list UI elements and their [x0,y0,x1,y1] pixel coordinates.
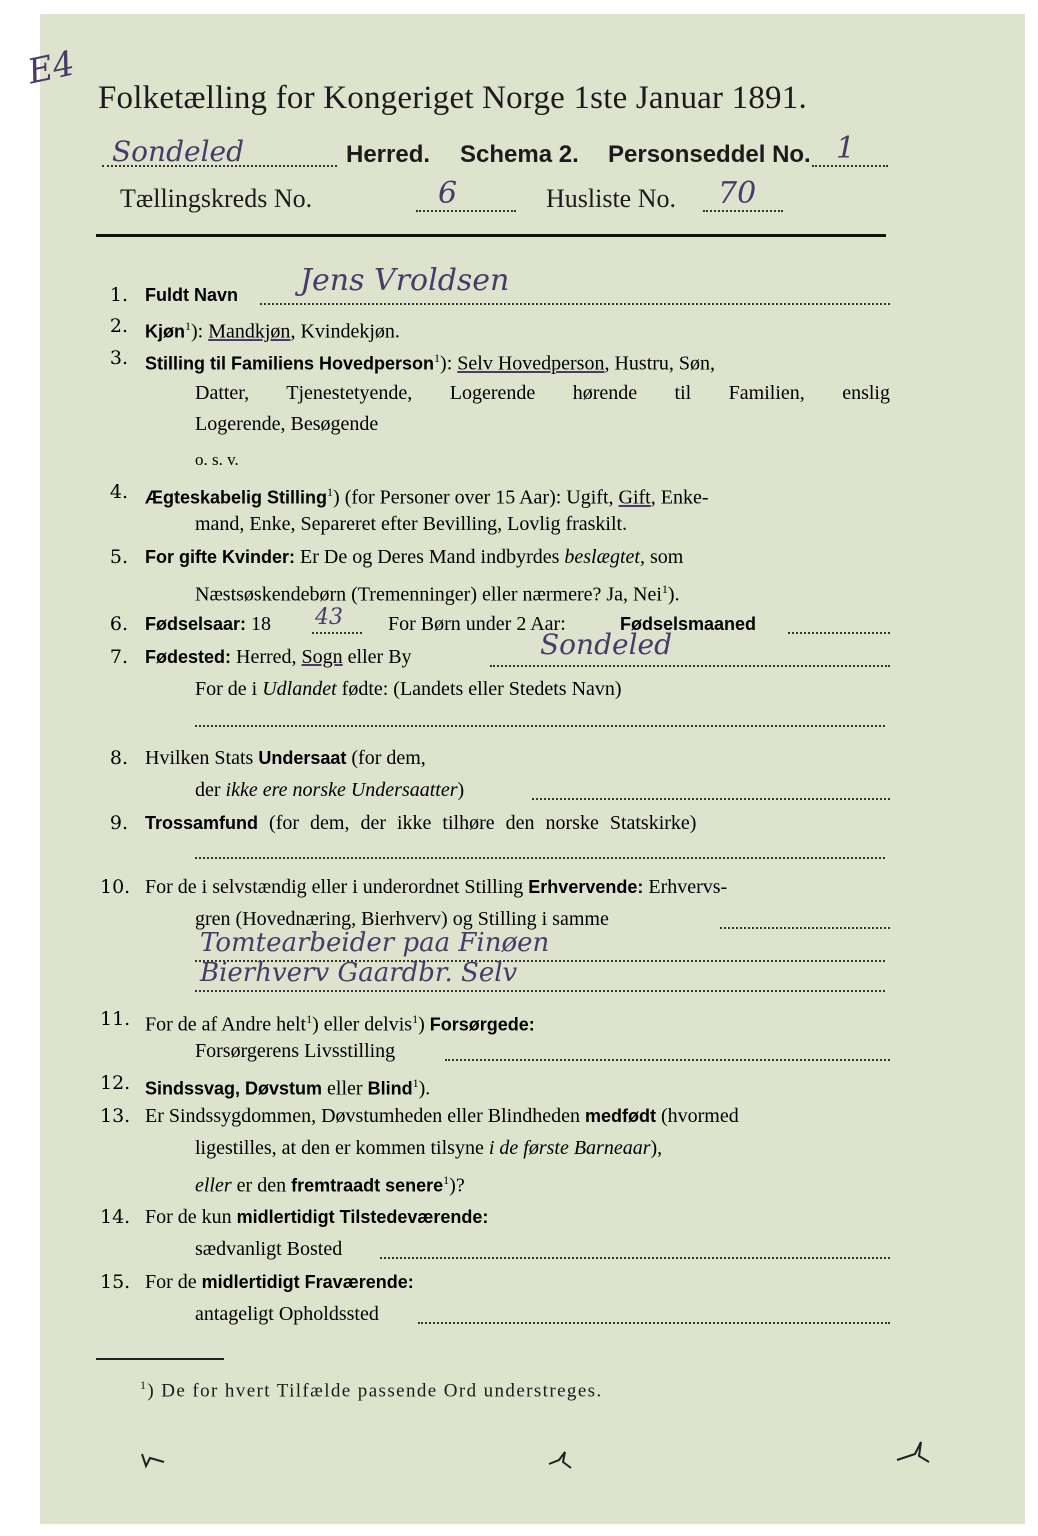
personseddel-dotline [812,165,888,167]
item-number: 14. [100,1206,131,1228]
item-2-text: Kjøn$^1$): Mandkjøn, Kvindekjøn. [145,319,400,343]
item-text: mand, Enke, Separeret efter Bevilling, Lovlig fraskilt. [195,513,628,535]
provider-dotline [445,1059,890,1061]
marked-option: Gift [618,486,651,509]
item-15-line-2 [100,1297,890,1331]
item-text: beslægtet, [564,546,645,568]
item-text: Forsørgerens Livsstilling [195,1040,396,1062]
item-label: Ægteskabelig Stilling [145,487,328,508]
item-text: som [644,546,684,568]
item-3-line-2 [100,376,890,410]
birth-year-entry: 43 [315,605,343,630]
kreds-dotline [416,210,516,212]
footnote-marker: 1 [443,1173,450,1187]
birthplace-entry: Sondeled [540,628,673,661]
item-14-row [100,1200,890,1234]
item-7-line-2 [100,672,890,706]
item-10-text [145,870,890,904]
occupation-dotline-3 [195,990,885,992]
item-text: For de af Andre helt [145,1013,307,1036]
registration-mark-right [895,1440,931,1466]
footnote-marker: 1 [661,582,668,596]
kreds-label: Tællingskreds No. [120,184,313,213]
item-text: (hvormed [655,1105,739,1127]
trossamfund-dotline [195,857,885,859]
personseddel-label: Personseddel No. [608,141,811,168]
form-title: Folketælling for Kongeriget Norge 1ste Januar 1891. [98,80,807,116]
item-text: , Kvindekjøn. [290,320,400,343]
item-text: eller delvis [318,1013,413,1036]
item-text: ). [418,1077,431,1100]
item-9-text [145,806,890,840]
item-label: Blind [367,1078,413,1099]
item-label: Sindssvag, Døvstum [145,1078,323,1099]
item-11-row [100,1002,890,1036]
item-label: medfødt [584,1106,656,1126]
item-text: Er De og Deres Mand indbyrdes [295,546,565,568]
item-1-row [100,263,890,312]
item-13-line-3 [100,1163,890,1197]
item-10-row [100,870,890,904]
item-5-line-2 [100,572,890,606]
item-label: Stilling til Familiens Hovedperson [145,353,435,374]
item-label: Fødselsaar: [145,614,247,634]
footnote-marker: 1 [306,1012,313,1026]
birth-year-dotline [312,632,362,634]
item-number: 2. [109,315,128,337]
item-number: 9. [109,812,128,834]
item-15-text [145,1265,890,1299]
item-text: ) [457,779,465,801]
item-3-text: Stilling til Familiens Hovedperson$^1$): Selv Hovedperson, Hustru, Søn, [145,351,716,375]
item-text: Erhvervs- [643,876,728,898]
item-label: midlertidigt Tilstedeværende: [236,1207,489,1227]
footnote-marker: 1 [412,1076,419,1090]
item-label: gifte Kvinder: [179,547,296,567]
item-text: Næstsøskendebørn (Tremenninger) eller nærmere? Ja, Nei [195,583,662,606]
item-7-text [145,640,890,674]
item-label: Erhvervende: [528,877,644,897]
item-text: (for dem, [346,747,426,769]
item-text: For de i selvstændig eller i underordnet Stilling [145,876,529,898]
item-4-row [100,475,890,509]
item-3-row [100,341,890,375]
occupation-dotline [720,927,890,929]
herred-name: Sondeled [112,135,245,168]
item-number: 7. [109,646,128,668]
item-number: 11. [100,1008,131,1030]
item-text: ). [667,583,680,606]
item-label: midlertidigt Fraværende: [201,1272,414,1292]
item-4-text: Ægteskabelig Stilling$^1$) (for Personer over 15 Aar): Ugift, Gift, Enke- [145,485,709,509]
item-text: 18 [246,613,272,635]
item-label: Kjøn [145,321,185,342]
item-label: Fødested: [145,647,232,667]
footnote [140,1378,603,1402]
marked-option: Mandkjøn [208,320,291,343]
item-text: For de [145,1271,202,1293]
husliste-label: Husliste No. [546,184,676,213]
marked-option: Sogn [301,646,343,668]
item-number: 13. [100,1105,131,1127]
item-text: antageligt Opholdssted [195,1303,379,1325]
item-1-text [145,278,890,312]
item-13-text [145,1099,890,1133]
footnote-marker: 1 [412,1012,419,1026]
item-text: ligestilles, at den er kommen tilsyne [195,1137,489,1159]
schema-label: Schema 2. [460,141,579,168]
header-line-2 [98,176,888,220]
husliste-number: 70 [718,176,757,211]
margin-note: E4 [24,43,79,93]
husliste-dotline [703,210,783,212]
item-number: 1. [109,284,128,306]
item-5-text [145,540,890,574]
item-1-dotline [260,303,890,305]
item-text: For de i [195,678,263,700]
item-text: ikke ere norske Undersaatter [225,779,458,801]
item-number: 12. [100,1072,131,1094]
item-text: Datter, Tjenestetyende, Logerende hørende til Familien, enslig [195,382,890,404]
item-7-row [100,628,890,674]
item-label: For [145,547,179,567]
item-13-line-2 [100,1131,890,1165]
personseddel-number: 1 [836,131,856,166]
name-entry: Jens Vroldsen [300,263,510,298]
item-text: Logerende, Besøgende [195,413,379,435]
item-text: i de første Barneaar [488,1137,651,1159]
item-label: Fødselsmaaned [620,614,757,634]
marked-option: Selv Hovedperson [457,352,605,375]
item-text: fødte: (Landets eller Stedets Navn) [336,678,622,700]
item-text: o. s. v. [195,450,239,469]
item-15-row [100,1265,890,1299]
occupation-entry-2: Bierhverv Gaardbr. Selv [200,958,518,988]
occupation-entry-1: Tomtearbeider paa Finøen [200,928,550,958]
item-text: Hvilken Stats [145,747,259,769]
item-number: 4. [109,481,128,503]
item-number: 8. [109,747,128,769]
footnote-marker: 1 [185,319,191,333]
birth-month-dotline [788,632,890,634]
footnote-marker: 1 [327,485,334,499]
item-label: Fuldt Navn [145,285,238,305]
item-9-row [100,806,890,840]
item-6-row [100,607,890,641]
item-text: er den [231,1174,292,1197]
herred-label: Herred. [346,141,431,168]
item-14-text [145,1200,890,1234]
item-text: For Børn under 2 Aar: [388,613,566,635]
item-4-line-2 [100,507,890,541]
item-5-row [100,540,890,574]
item-14-line-2 [100,1232,890,1266]
item-number: 15. [100,1271,131,1293]
item-text: , Hustru, Søn, [604,352,716,375]
footnote-marker: 1 [140,1378,148,1392]
undersaat-dotline [532,798,890,800]
item-text: (for dem, der ikke tilhøre den norske Statskirke) [258,812,697,834]
item-label: Trossamfund [145,813,259,833]
item-text: , Enke- [650,486,709,509]
registration-mark-left [138,1450,168,1470]
item-text: Herred, [231,646,302,668]
whereabouts-dotline [418,1322,890,1324]
item-11-text: For de af Andre helt$^1$) eller delvis$^1$) Forsørgede: [145,1012,535,1036]
header-rule [96,234,886,237]
item-text: eller By [342,646,412,668]
item-text: (for Personer over 15 Aar): Ugift, [339,486,619,509]
item-text: gren (Hovednæring, Bierhverv) og Stilling i samme [195,908,609,930]
foreign-birthplace-dotline [195,725,885,727]
item-number: 3. [109,347,128,369]
kreds-number: 6 [438,176,458,211]
item-8-row [100,741,890,775]
header-line-1 [98,131,888,175]
item-13-row [100,1099,890,1133]
residence-dotline [380,1257,890,1259]
item-number: 6. [109,613,128,635]
item-8-text [145,741,890,775]
item-text: eller [195,1174,232,1197]
item-text: Er Sindssygdommen, Døvstumheden eller Blindheden [145,1105,585,1127]
item-text: der [195,779,226,801]
item-3-line-3 [100,407,890,441]
birthplace-dotline [490,665,890,667]
footnote-text: ) De for hvert Tilfælde passende Ord understreges. [147,1380,603,1402]
item-8-line-2 [100,773,890,807]
footnote-marker: 1 [434,351,441,365]
item-text: sædvanligt Bosted [195,1238,343,1260]
item-text: ), [650,1137,663,1159]
item-3-line-4 [100,443,890,477]
footnote-rule [96,1358,224,1360]
item-text: Udlandet [262,678,337,700]
item-text: For de kun [145,1206,237,1228]
registration-mark-center [545,1450,575,1470]
item-2-row [100,309,890,343]
item-number: 10. [100,876,131,898]
item-label: Forsørgede: [429,1014,535,1035]
item-number: 5. [109,546,128,568]
item-label: fremtraadt senere [291,1175,444,1196]
herred-dotline [102,165,337,167]
item-11-line-2 [100,1034,890,1068]
item-text: eller [322,1077,368,1100]
item-label: Undersaat [258,748,347,768]
item-text: )? [449,1174,465,1197]
item-12-row [100,1066,890,1100]
